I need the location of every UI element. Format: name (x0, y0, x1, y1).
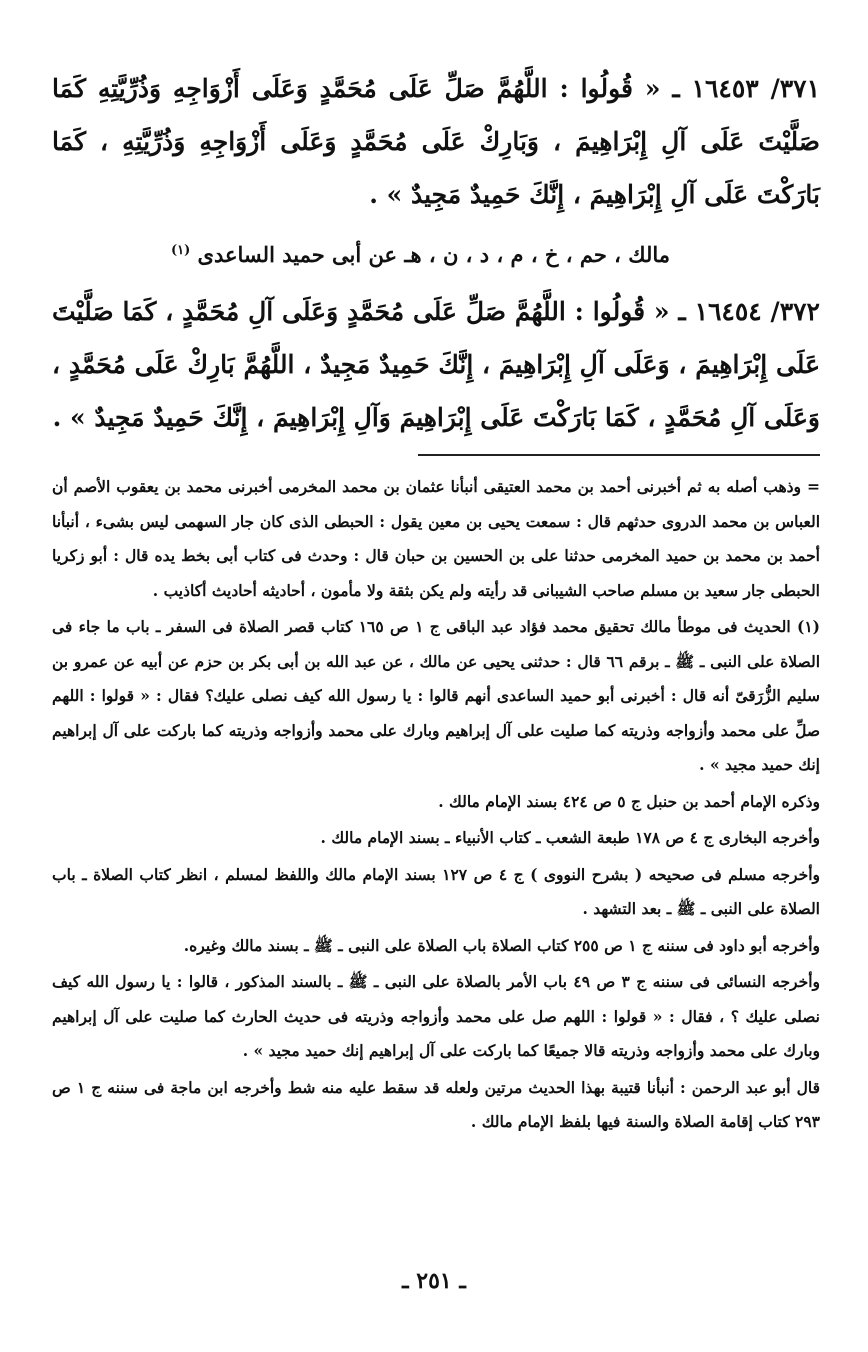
footnote-line: وذكره الإمام أحمد بن حنبل ج ٥ ص ٤٢٤ بسند الإمام مالك . (438, 791, 820, 811)
footnote-ref: (١) (170, 243, 191, 258)
page-number: ـ ٢٥١ ـ (402, 1268, 466, 1294)
footnote-divider (418, 454, 820, 456)
footnote-1: (١) الحديث فى موطأ مالك تحقيق محمد فؤاد عبد الباقى ج ١ ص ١٦٥ كتاب قصر الصلاة فى السفر ـ باب ما جاء فى الصلاة على النبى ـ ﷺ ـ برقم ٦٦ قال : حدثنى يحيى عن مالك ، عن عبد الله بن أبى بكر بن حزم عن أبيه عن عمرو بن سليم الزُّرَقىّ أنه قال : أخبرنى أبو حميد الساعدى أنهم قالوا : يا رسول الله كيف نصلى عليك؟ فقال : « قولوا : اللهم صلِّ على محمد وأزواجه وذريته كما صليت على آل إبراهيم وبارك على محمد وأزواجه وذريته كما باركت على آل إبراهيم إنك حميد مجيد » . (52, 617, 820, 774)
hadith-text: « قُولُوا : اللَّهُمَّ صَلِّ عَلَى مُحَمَّدٍ وَعَلَى أَزْوَاجِهِ وَذُرِّيَّتِهِ كَمَا صَلَّيْتَ عَلَى آلِ إِبْرَاهِيمَ ، وَبَارِكْ عَلَى مُحَمَّدٍ وَعَلَى أَزْوَاجِهِ وَذُرِّيَّتِهِ ، كَمَا بَارَكْتَ عَلَى آلِ إِبْرَاهِيمَ ، إِنَّكَ حَمِيدٌ مَجِيدٌ » . (52, 74, 820, 209)
footnote-line: وأخرجه النسائى فى سننه ج ٣ ص ٤٩ باب الأمر بالصلاة على النبى ـ ﷺ ـ بالسند المذكور ، قالوا : يا رسول الله كيف نصلى عليك ؟ ، فقال : « قولوا : اللهم صل على محمد وأزواجه وذريته فى حديث الحارث كما صليت على آل إبراهيم وبارك على محمد وأزواجه وذريته قالا جميعًا كما باركت على آل إبراهيم إنك حميد مجيد » . (52, 972, 820, 1060)
footnote-continuation: = وذهب أصله به ثم أخبرنى أحمد بن محمد العتيقى أنبأنا عثمان بن محمد المخرمى أخبرنى محمد بن يعقوب الأصم أن العباس بن محمد الدروى حدثهم قال : سمعت يحيى بن معين يقول : الحبطى الذى كان جار السهمى ليس بشىء ، أنبأنا أحمد بن محمد بن حميد المخرمى حدثنا على بن الحسين بن حبان قال : وحدث فى كتاب أبى بخط يده قال : أبو زكريا الحبطى جار سعيد بن مسلم صاحب الشيبانى قد رأيته ولم يكن بثقة ولا مأمون ، أحاديثه أحاديث أكاذيب . (52, 477, 821, 600)
hadith-372 (52, 285, 820, 444)
hadith-number: ٣٧١/ ١٦٤٥٣ ـ (672, 74, 821, 103)
footnote-line: قال أبو عبد الرحمن : أنبأنا قتيبة بهذا الحديث مرتين ولعله قد سقط عليه منه شط وأخرجه ابن ماجة فى سننه ج ١ ص ٢٩٣ كتاب إقامة الصلاة والسنة فيها بلفظ الإمام مالك . (52, 1077, 821, 1131)
hadith-371 (52, 62, 820, 221)
source-text: مالك ، حم ، خ ، م ، د ، ن ، هـ عن أبى حميد الساعدى (197, 242, 670, 267)
hadith-number: ٣٧٢/ ١٦٤٥٤ ـ (678, 297, 820, 326)
footnote-line: وأخرجه البخارى ج ٤ ص ١٧٨ طبعة الشعب ـ كتاب الأنبياء ـ بسند الإمام مالك . (320, 828, 820, 847)
footnote-line: وأخرجه أبو داود فى سننه ج ١ ص ٢٥٥ كتاب الصلاة باب الصلاة على النبى ـ ﷺ ـ بسند مالك وغيره. (183, 935, 820, 955)
footnote-line: وأخرجه مسلم فى صحيحه ( بشرح النووى ) ج ٤ ص ١٢٧ بسند الإمام مالك واللفظ لمسلم ، انظر كتاب الصلاة ـ باب الصلاة على النبى ـ ﷺ ـ بعد التشهد . (52, 864, 820, 918)
hadith-source (52, 231, 820, 275)
hadith-text: « قُولُوا : اللَّهُمَّ صَلِّ عَلَى مُحَمَّدٍ وَعَلَى آلِ مُحَمَّدٍ ، كَمَا صَلَّيْتَ عَلَى إِبْرَاهِيمَ ، وَعَلَى آلِ إِبْرَاهِيمَ ، إِنَّكَ حَمِيدٌ مَجِيدٌ ، اللَّهُمَّ بَارِكْ عَلَى مُحَمَّدٍ ، وَعَلَى آلِ مُحَمَّدٍ ، كَمَا بَارَكْتَ عَلَى إِبْرَاهِيمَ وَآلِ إِبْرَاهِيمَ ، إِنَّكَ حَمِيدٌ مَجِيدٌ » . (52, 297, 820, 432)
